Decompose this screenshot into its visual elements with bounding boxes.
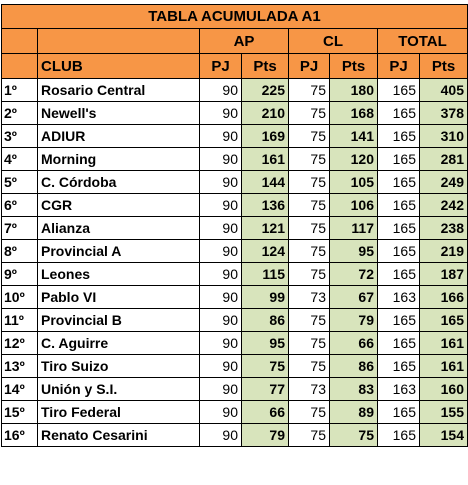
total-pj-cell: 163	[378, 378, 420, 401]
cl-pj-cell: 75	[289, 125, 330, 148]
ap-pj-cell: 90	[200, 125, 242, 148]
total-pts-cell: 310	[420, 125, 468, 148]
cl-pts-cell: 86	[330, 355, 378, 378]
table-row	[2, 378, 468, 401]
ap-pts-cell: 225	[242, 79, 289, 102]
cl-pj-cell: 75	[289, 171, 330, 194]
column-header-pts: Pts	[242, 54, 289, 79]
cl-pj-cell: 75	[289, 401, 330, 424]
ap-pj-cell: 90	[200, 79, 242, 102]
club-cell: Pablo VI	[38, 286, 200, 309]
column-header-pj: PJ	[200, 54, 242, 79]
ap-pts-cell: 161	[242, 148, 289, 171]
cl-pts-cell: 95	[330, 240, 378, 263]
ap-pts-cell: 99	[242, 286, 289, 309]
group-header-cl: CL	[289, 29, 378, 54]
total-pj-cell: 165	[378, 355, 420, 378]
table-row	[2, 102, 468, 125]
column-header-row	[2, 54, 468, 79]
position-cell: 8º	[2, 240, 38, 263]
cl-pj-cell: 75	[289, 194, 330, 217]
column-header-club: CLUB	[38, 54, 200, 79]
cl-pts-cell: 67	[330, 286, 378, 309]
club-cell: Unión y S.I.	[38, 378, 200, 401]
table-row	[2, 355, 468, 378]
total-pj-cell: 165	[378, 79, 420, 102]
cl-pts-cell: 72	[330, 263, 378, 286]
cl-pts-cell: 66	[330, 332, 378, 355]
table-row	[2, 424, 468, 447]
cl-pj-cell: 73	[289, 378, 330, 401]
table-row	[2, 401, 468, 424]
table-row	[2, 79, 468, 102]
total-pts-cell: 166	[420, 286, 468, 309]
column-header-pj: PJ	[378, 54, 420, 79]
blank-cell	[38, 29, 200, 54]
ap-pts-cell: 95	[242, 332, 289, 355]
ap-pts-cell: 210	[242, 102, 289, 125]
position-cell: 12º	[2, 332, 38, 355]
blank-cell	[2, 54, 38, 79]
cl-pj-cell: 75	[289, 148, 330, 171]
cl-pts-cell: 79	[330, 309, 378, 332]
column-header-pts: Pts	[420, 54, 468, 79]
ap-pts-cell: 144	[242, 171, 289, 194]
club-cell: Tiro Suizo	[38, 355, 200, 378]
ap-pj-cell: 90	[200, 378, 242, 401]
total-pj-cell: 165	[378, 263, 420, 286]
total-pts-cell: 242	[420, 194, 468, 217]
total-pj-cell: 165	[378, 332, 420, 355]
ap-pj-cell: 90	[200, 286, 242, 309]
total-pts-cell: 160	[420, 378, 468, 401]
club-cell: Rosario Central	[38, 79, 200, 102]
cl-pts-cell: 83	[330, 378, 378, 401]
club-cell: Leones	[38, 263, 200, 286]
position-cell: 3º	[2, 125, 38, 148]
column-header-pj: PJ	[289, 54, 330, 79]
total-pts-cell: 161	[420, 355, 468, 378]
cl-pj-cell: 75	[289, 424, 330, 447]
club-cell: Morning	[38, 148, 200, 171]
ap-pj-cell: 90	[200, 401, 242, 424]
cl-pts-cell: 105	[330, 171, 378, 194]
total-pj-cell: 165	[378, 171, 420, 194]
total-pj-cell: 165	[378, 240, 420, 263]
cl-pts-cell: 120	[330, 148, 378, 171]
ap-pts-cell: 77	[242, 378, 289, 401]
cl-pj-cell: 73	[289, 286, 330, 309]
ap-pts-cell: 124	[242, 240, 289, 263]
group-header-ap: AP	[200, 29, 289, 54]
position-cell: 1º	[2, 79, 38, 102]
ap-pts-cell: 115	[242, 263, 289, 286]
ap-pj-cell: 90	[200, 102, 242, 125]
ap-pj-cell: 90	[200, 217, 242, 240]
cl-pts-cell: 168	[330, 102, 378, 125]
cl-pj-cell: 75	[289, 355, 330, 378]
cl-pj-cell: 75	[289, 332, 330, 355]
total-pj-cell: 163	[378, 286, 420, 309]
table-row	[2, 263, 468, 286]
group-header-row	[2, 29, 468, 54]
column-header-pts: Pts	[330, 54, 378, 79]
position-cell: 7º	[2, 217, 38, 240]
position-cell: 6º	[2, 194, 38, 217]
table-row	[2, 194, 468, 217]
total-pts-cell: 161	[420, 332, 468, 355]
total-pts-cell: 219	[420, 240, 468, 263]
table-row	[2, 217, 468, 240]
club-cell: Provincial A	[38, 240, 200, 263]
club-cell: ADIUR	[38, 125, 200, 148]
ap-pj-cell: 90	[200, 332, 242, 355]
ap-pts-cell: 75	[242, 355, 289, 378]
cl-pts-cell: 75	[330, 424, 378, 447]
ap-pj-cell: 90	[200, 194, 242, 217]
position-cell: 16º	[2, 424, 38, 447]
table-row	[2, 240, 468, 263]
ap-pj-cell: 90	[200, 355, 242, 378]
club-cell: CGR	[38, 194, 200, 217]
blank-cell	[2, 29, 38, 54]
table-row	[2, 332, 468, 355]
ap-pts-cell: 121	[242, 217, 289, 240]
position-cell: 2º	[2, 102, 38, 125]
ap-pj-cell: 90	[200, 171, 242, 194]
cl-pj-cell: 75	[289, 102, 330, 125]
position-cell: 14º	[2, 378, 38, 401]
total-pj-cell: 165	[378, 401, 420, 424]
cl-pts-cell: 180	[330, 79, 378, 102]
total-pts-cell: 405	[420, 79, 468, 102]
total-pj-cell: 165	[378, 217, 420, 240]
total-pts-cell: 281	[420, 148, 468, 171]
table-title: TABLA ACUMULADA A1	[2, 5, 468, 29]
club-cell: C. Córdoba	[38, 171, 200, 194]
cl-pts-cell: 141	[330, 125, 378, 148]
total-pj-cell: 165	[378, 102, 420, 125]
total-pj-cell: 165	[378, 125, 420, 148]
club-cell: Newell's	[38, 102, 200, 125]
cl-pts-cell: 106	[330, 194, 378, 217]
position-cell: 10º	[2, 286, 38, 309]
standings-table	[1, 4, 468, 447]
position-cell: 11º	[2, 309, 38, 332]
total-pts-cell: 249	[420, 171, 468, 194]
total-pts-cell: 238	[420, 217, 468, 240]
total-pts-cell: 165	[420, 309, 468, 332]
total-pts-cell: 378	[420, 102, 468, 125]
group-header-total: TOTAL	[378, 29, 468, 54]
ap-pj-cell: 90	[200, 148, 242, 171]
table-row	[2, 148, 468, 171]
ap-pts-cell: 136	[242, 194, 289, 217]
total-pj-cell: 165	[378, 309, 420, 332]
cl-pj-cell: 75	[289, 217, 330, 240]
table-row	[2, 309, 468, 332]
position-cell: 13º	[2, 355, 38, 378]
cl-pj-cell: 75	[289, 309, 330, 332]
total-pj-cell: 165	[378, 194, 420, 217]
cl-pj-cell: 75	[289, 79, 330, 102]
ap-pts-cell: 79	[242, 424, 289, 447]
ap-pts-cell: 86	[242, 309, 289, 332]
total-pts-cell: 155	[420, 401, 468, 424]
ap-pj-cell: 90	[200, 240, 242, 263]
ap-pj-cell: 90	[200, 309, 242, 332]
cl-pj-cell: 75	[289, 240, 330, 263]
table-row	[2, 171, 468, 194]
ap-pj-cell: 90	[200, 263, 242, 286]
table-row	[2, 286, 468, 309]
position-cell: 5º	[2, 171, 38, 194]
table-row	[2, 125, 468, 148]
club-cell: C. Aguirre	[38, 332, 200, 355]
club-cell: Alianza	[38, 217, 200, 240]
ap-pts-cell: 169	[242, 125, 289, 148]
club-cell: Provincial B	[38, 309, 200, 332]
cl-pj-cell: 75	[289, 263, 330, 286]
cl-pts-cell: 117	[330, 217, 378, 240]
club-cell: Renato Cesarini	[38, 424, 200, 447]
ap-pj-cell: 90	[200, 424, 242, 447]
total-pts-cell: 154	[420, 424, 468, 447]
total-pj-cell: 165	[378, 424, 420, 447]
position-cell: 4º	[2, 148, 38, 171]
ap-pts-cell: 66	[242, 401, 289, 424]
title-row	[2, 5, 468, 29]
total-pj-cell: 165	[378, 148, 420, 171]
cl-pts-cell: 89	[330, 401, 378, 424]
total-pts-cell: 187	[420, 263, 468, 286]
club-cell: Tiro Federal	[38, 401, 200, 424]
position-cell: 9º	[2, 263, 38, 286]
position-cell: 15º	[2, 401, 38, 424]
